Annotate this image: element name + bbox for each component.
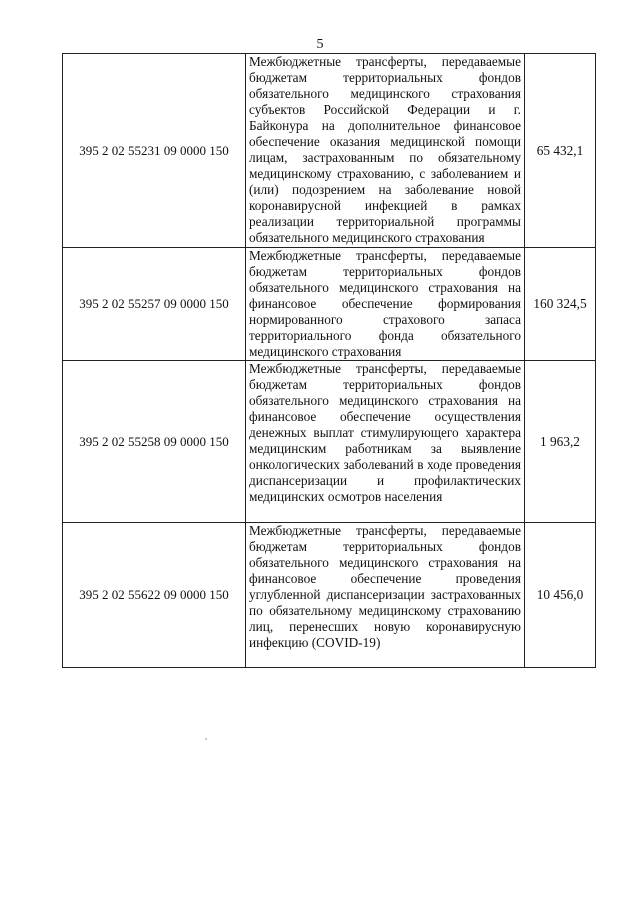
amount-cell: 10 456,0 — [525, 523, 596, 668]
scan-artifact-dot — [205, 738, 207, 740]
description-cell: Межбюджетные трансферты, передаваемые бюджетам территориальных фондов обязательного медицинского страхования на финансовое обеспечение формирования нормированного страхового запаса территориального фонда обязательного медицинского страхования — [246, 248, 525, 361]
budget-code-cell: 395 2 02 55622 09 0000 150 — [63, 523, 246, 668]
page-number: 5 — [316, 37, 324, 52]
budget-code-cell: 395 2 02 55258 09 0000 150 — [63, 361, 246, 523]
amount-cell: 1 963,2 — [525, 361, 596, 523]
table-row — [63, 248, 596, 361]
budget-code-cell: 395 2 02 55231 09 0000 150 — [63, 54, 246, 248]
table-row — [63, 523, 596, 668]
table-row — [63, 54, 596, 248]
budget-code-cell: 395 2 02 55257 09 0000 150 — [63, 248, 246, 361]
amount-cell: 160 324,5 — [525, 248, 596, 361]
description-cell: Межбюджетные трансферты, передаваемые бюджетам территориальных фондов обязательного медицинского страхования на финансовое обеспечение осуществления денежных выплат стимулирующего характера медицинским работникам за выявление онкологических заболеваний в ходе проведения диспансеризации и профилактических медицинских осмотров населения — [246, 361, 525, 523]
table-row — [63, 361, 596, 523]
amount-cell: 65 432,1 — [525, 54, 596, 248]
budget-classification-table — [62, 53, 596, 668]
description-cell: Межбюджетные трансферты, передаваемые бюджетам территориальных фондов обязательного медицинского страхования субъектов Российской Федерации и г. Байконура на дополнительное финансовое обеспечение оказания медицинской помощи лицам, застрахованным по обязательному медицинскому страхованию, с заболеванием и (или) подозрением на заболевание новой коронавирусной инфекцией в рамках реализации территориальной программы обязательного медицинского страхования — [246, 54, 525, 248]
description-cell: Межбюджетные трансферты, передаваемые бюджетам территориальных фондов обязательного медицинского страхования на финансовое обеспечение проведения углубленной диспансеризации застрахованных по обязательному медицинскому страхованию лиц, перенесших новую коронавирусную инфекцию (COVID-19) — [246, 523, 525, 668]
